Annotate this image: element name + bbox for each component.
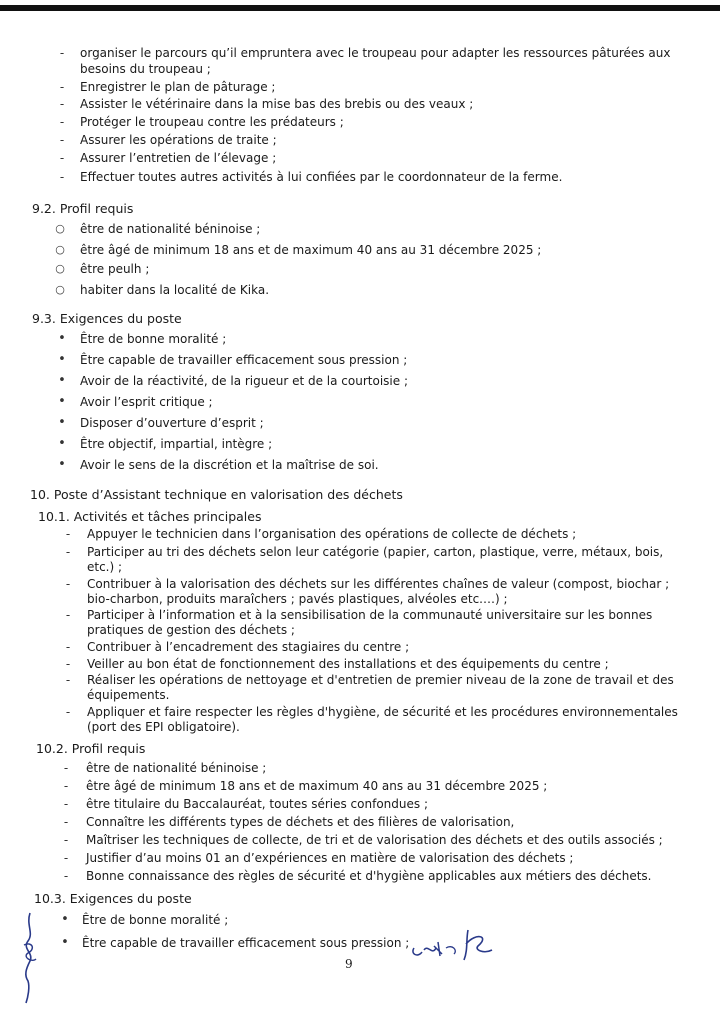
list-item: Justifier d’au moins 01 an d’expériences en matière de valorisation des déchets ; bbox=[86, 851, 574, 865]
list-item: Disposer d’ouverture d’esprit ; bbox=[80, 416, 264, 430]
dash-bullet: - bbox=[63, 761, 69, 775]
dash-bullet: - bbox=[59, 151, 65, 165]
dash-bullet: - bbox=[63, 797, 69, 811]
circle-bullet: ○ bbox=[55, 222, 65, 235]
list-item: être peulh ; bbox=[80, 262, 150, 276]
list-item: Réaliser les opérations de nettoyage et d'entretien de premier niveau de la zone de travail et des bbox=[87, 673, 674, 687]
list-item: Contribuer à la valorisation des déchets sur les différentes chaînes de valeur (compost, biochar ; bbox=[87, 577, 670, 591]
list-item: Participer à l’information et à la sensibilisation de la communauté universitaire sur les bonnes bbox=[87, 608, 653, 622]
list-item: besoins du troupeau ; bbox=[80, 62, 211, 76]
dash-bullet: - bbox=[59, 133, 65, 147]
dash-bullet: - bbox=[63, 815, 69, 829]
dot-bullet: • bbox=[58, 457, 66, 472]
list-item: Appuyer le technicien dans l’organisation des opérations de collecte de déchets ; bbox=[87, 527, 577, 541]
dot-bullet: • bbox=[58, 352, 66, 367]
section-heading-10-3: 10.3. Exigences du poste bbox=[34, 891, 192, 906]
list-item: Être de bonne moralité ; bbox=[80, 332, 227, 346]
initials-signature bbox=[408, 926, 498, 966]
dash-bullet: - bbox=[63, 833, 69, 847]
list-item: Être capable de travailler efficacement sous pression ; bbox=[82, 936, 410, 950]
list-item: équipements. bbox=[87, 688, 170, 702]
dash-bullet: - bbox=[59, 97, 65, 111]
list-item: Être capable de travailler efficacement sous pression ; bbox=[80, 353, 408, 367]
dot-bullet: • bbox=[58, 415, 66, 430]
list-item: organiser le parcours qu’il empruntera avec le troupeau pour adapter les ressources pâturées aux bbox=[80, 46, 671, 60]
dash-bullet: - bbox=[63, 869, 69, 883]
list-item: Maîtriser les techniques de collecte, de tri et de valorisation des déchets et des outils associés ; bbox=[86, 833, 663, 847]
dot-bullet: • bbox=[61, 935, 69, 950]
dot-bullet: • bbox=[61, 912, 69, 927]
list-item: Protéger le troupeau contre les prédateurs ; bbox=[80, 115, 344, 129]
list-item: être de nationalité béninoise ; bbox=[80, 222, 261, 236]
list-item: Avoir l’esprit critique ; bbox=[80, 395, 213, 409]
section-heading-9-2: 9.2. Profil requis bbox=[32, 201, 134, 216]
list-item: Être objectif, impartial, intègre ; bbox=[80, 437, 273, 451]
list-item: être titulaire du Baccalauréat, toutes séries confondues ; bbox=[86, 797, 428, 811]
list-item: Veiller au bon état de fonctionnement des installations et des équipements du centre ; bbox=[87, 657, 609, 671]
dash-bullet: - bbox=[63, 851, 69, 865]
circle-bullet: ○ bbox=[55, 243, 65, 256]
list-item: Assurer l’entretien de l’élevage ; bbox=[80, 151, 277, 165]
section-heading-10-1: 10.1. Activités et tâches principales bbox=[38, 509, 262, 524]
list-item: Assurer les opérations de traite ; bbox=[80, 133, 277, 147]
list-item: être âgé de minimum 18 ans et de maximum 40 ans au 31 décembre 2025 ; bbox=[86, 779, 548, 793]
list-item: Contribuer à l’encadrement des stagiaires du centre ; bbox=[87, 640, 410, 654]
list-item: Bonne connaissance des règles de sécurité et d'hygiène applicables aux métiers des déchets. bbox=[86, 869, 652, 883]
list-item: Enregistrer le plan de pâturage ; bbox=[80, 80, 276, 94]
dash-bullet: - bbox=[65, 577, 71, 591]
dash-bullet: - bbox=[65, 545, 71, 559]
list-item: Assister le vétérinaire dans la mise bas des brebis ou des veaux ; bbox=[80, 97, 474, 111]
list-item: Connaître les différents types de déchets et des filières de valorisation, bbox=[86, 815, 515, 829]
section-heading-10-2: 10.2. Profil requis bbox=[36, 741, 146, 756]
list-item: pratiques de gestion des déchets ; bbox=[87, 623, 295, 637]
dot-bullet: • bbox=[58, 436, 66, 451]
list-item: Avoir de la réactivité, de la rigueur et de la courtoisie ; bbox=[80, 374, 408, 388]
left-margin-signature bbox=[16, 905, 46, 1005]
list-item: Participer au tri des déchets selon leur catégorie (papier, carton, plastique, verre, métaux, bois, bbox=[87, 545, 664, 559]
dash-bullet: - bbox=[59, 46, 65, 60]
dash-bullet: - bbox=[65, 673, 71, 687]
section-heading-10: 10. Poste d’Assistant technique en valorisation des déchets bbox=[30, 487, 403, 502]
list-item: Effectuer toutes autres activités à lui confiées par le coordonnateur de la ferme. bbox=[80, 170, 563, 184]
dash-bullet: - bbox=[59, 170, 65, 184]
dot-bullet: • bbox=[58, 373, 66, 388]
list-item: Être de bonne moralité ; bbox=[82, 913, 229, 927]
list-item: etc.) ; bbox=[87, 560, 123, 574]
list-item: être âgé de minimum 18 ans et de maximum 40 ans au 31 décembre 2025 ; bbox=[80, 243, 542, 257]
circle-bullet: ○ bbox=[55, 262, 65, 275]
page-number: 9 bbox=[345, 957, 353, 971]
dash-bullet: - bbox=[65, 527, 71, 541]
section-heading-9-3: 9.3. Exigences du poste bbox=[32, 311, 182, 326]
list-item: (port des EPI obligatoire). bbox=[87, 720, 240, 734]
dash-bullet: - bbox=[63, 779, 69, 793]
list-item: Appliquer et faire respecter les règles d'hygiène, de sécurité et les procédures environnementales bbox=[87, 705, 678, 719]
dash-bullet: - bbox=[59, 115, 65, 129]
list-item: Avoir le sens de la discrétion et la maîtrise de soi. bbox=[80, 458, 379, 472]
dash-bullet: - bbox=[65, 640, 71, 654]
dot-bullet: • bbox=[58, 394, 66, 409]
dot-bullet: • bbox=[58, 331, 66, 346]
list-item: habiter dans la localité de Kika. bbox=[80, 283, 270, 297]
dash-bullet: - bbox=[59, 80, 65, 94]
list-item: bio-charbon, produits maraîchers ; pavés plastiques, alvéoles etc.…) ; bbox=[87, 592, 508, 606]
dash-bullet: - bbox=[65, 705, 71, 719]
list-item: être de nationalité béninoise ; bbox=[86, 761, 267, 775]
circle-bullet: ○ bbox=[55, 283, 65, 296]
dash-bullet: - bbox=[65, 608, 71, 622]
dash-bullet: - bbox=[65, 657, 71, 671]
